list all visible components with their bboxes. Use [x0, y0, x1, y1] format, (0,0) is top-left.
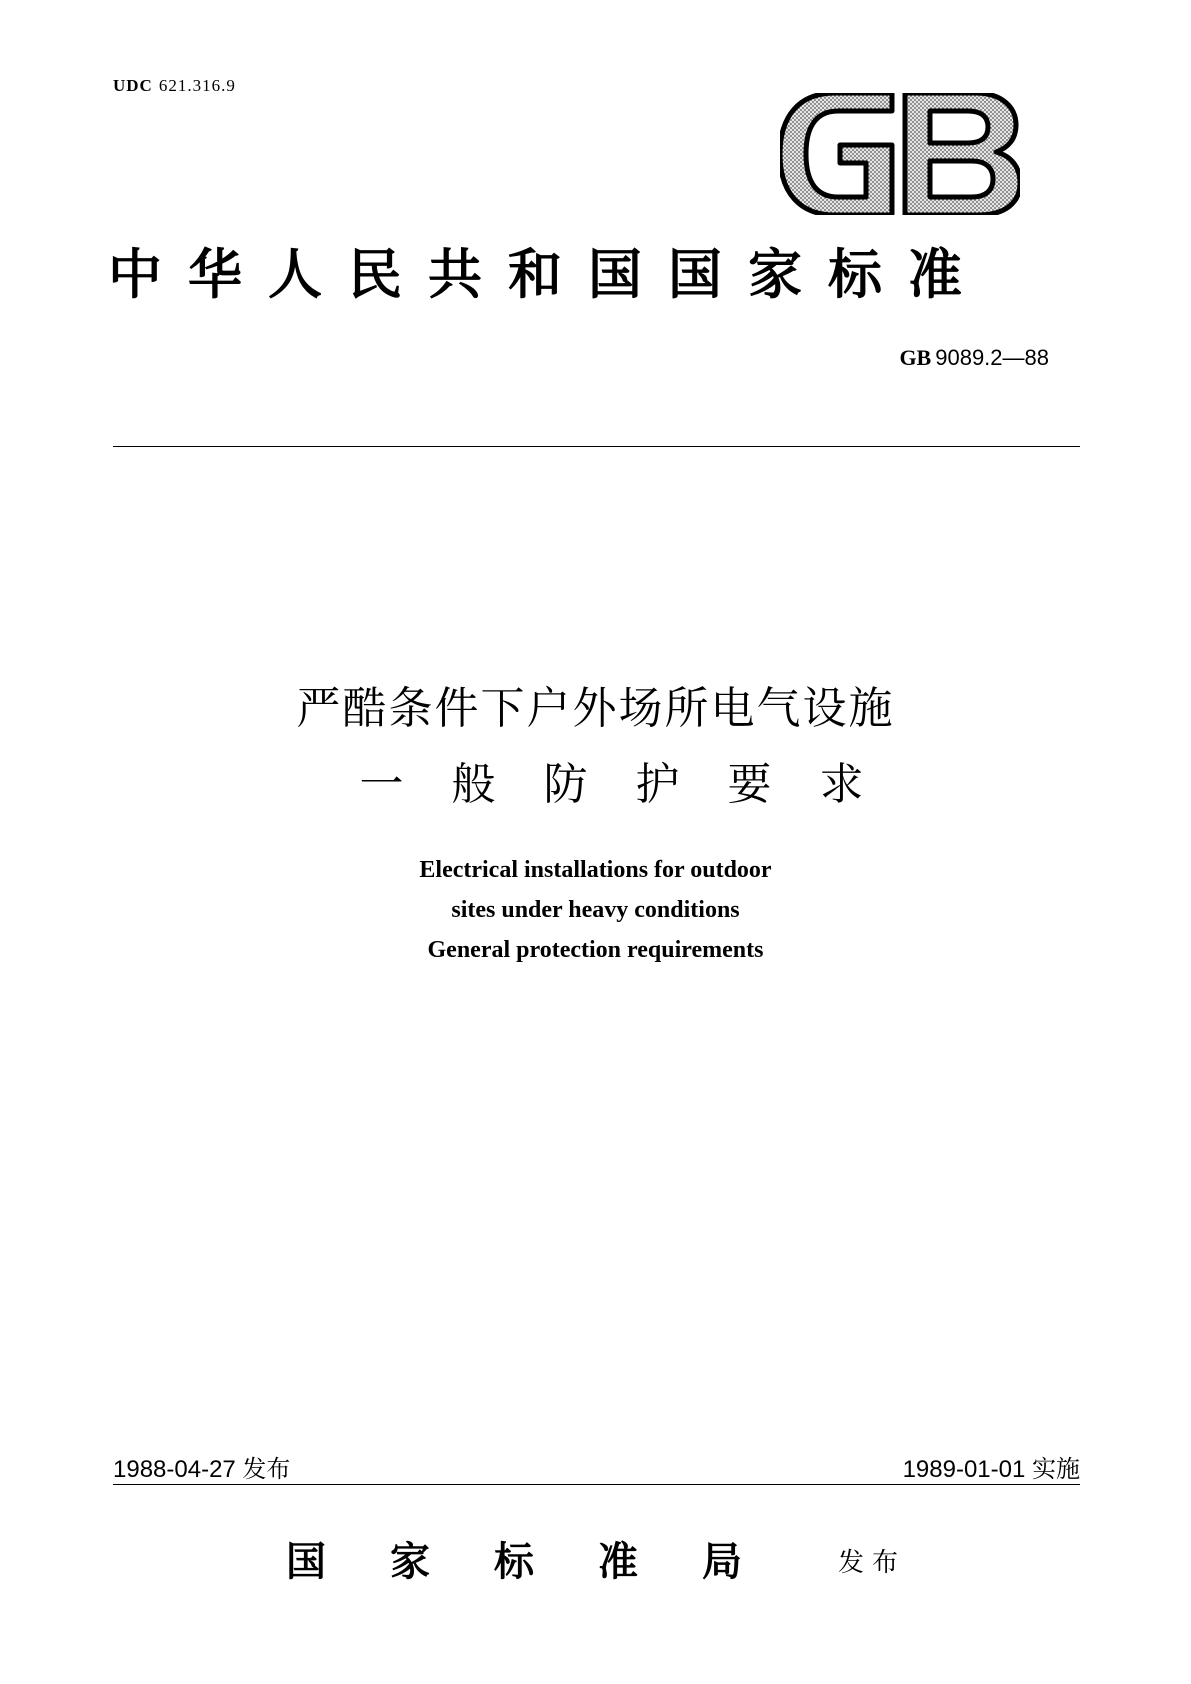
- header-divider: [113, 446, 1080, 447]
- gb-logo: [780, 93, 1020, 215]
- english-title-line-2: sites under heavy conditions: [451, 897, 740, 923]
- english-title: [0, 850, 1191, 970]
- issuing-authority: 国家标准局: [286, 1538, 806, 1585]
- english-title-line-3: General protection requirements: [427, 937, 764, 963]
- issue-date: 1988-04-27 发布: [113, 1456, 291, 1483]
- udc-label: UDC: [113, 76, 153, 95]
- gb-logo-graphic: [780, 93, 1020, 215]
- standard-code: 9089.2—88: [935, 345, 1049, 370]
- chinese-title-line-1: 严酷条件下户外场所电气设施: [296, 683, 895, 734]
- national-standard-title: 中华人民共和国国家标准: [108, 242, 988, 306]
- standard-number: [899, 345, 1049, 371]
- chinese-title-line-2: 一般防护要求: [359, 759, 912, 810]
- footer-divider: [113, 1484, 1080, 1485]
- effective-date: 1989-01-01 实施: [902, 1456, 1080, 1483]
- udc-classification: [113, 76, 236, 96]
- udc-code: 621.316.9: [158, 76, 236, 95]
- issue-label: 发布: [838, 1548, 907, 1578]
- english-title-line-1: Electrical installations for outdoor: [419, 857, 772, 883]
- standard-prefix: GB: [899, 345, 932, 370]
